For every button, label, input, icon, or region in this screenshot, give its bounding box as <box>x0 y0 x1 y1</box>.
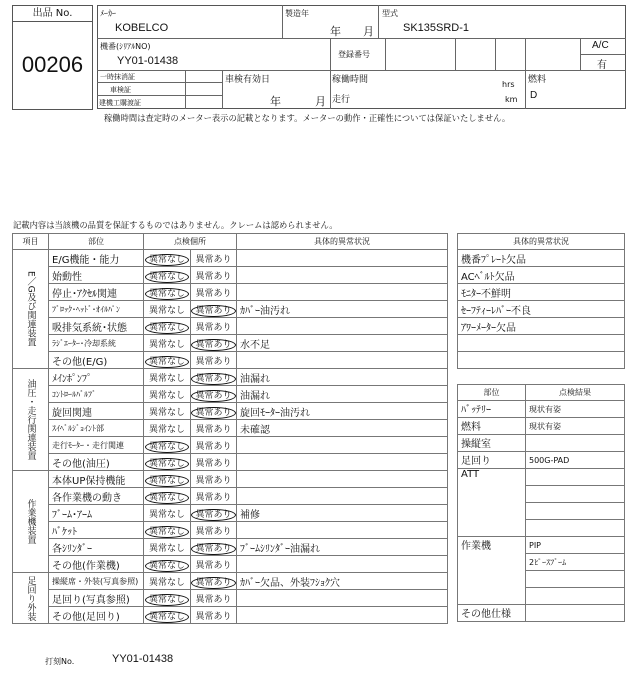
result-value <box>526 605 625 622</box>
option-present[interactable] <box>191 590 237 607</box>
category-label: 足回り外装 <box>13 573 49 624</box>
result-value <box>526 486 625 503</box>
temp-cancel-label: 一時抹消証 <box>100 73 135 81</box>
detail-text: ﾌﾞｰﾑｼﾘﾝﾀﾞｰ油漏れ <box>237 539 448 556</box>
part-name: 各作業機の動き <box>49 488 144 505</box>
selected-option-label: 異常なし <box>145 611 189 623</box>
detail-text <box>237 488 448 505</box>
issue-row <box>458 335 625 352</box>
category-label: 油圧・走行関連装置 <box>13 369 49 471</box>
year-label: 製造年 <box>285 9 309 18</box>
detail-text <box>237 522 448 539</box>
result-value <box>526 571 625 588</box>
option-label: 異常あり <box>195 492 232 503</box>
detail-text: ｶﾊﾞｰ欠品、外装ﾌｼｮｸ穴 <box>237 573 448 590</box>
table-row <box>13 522 448 539</box>
option-present[interactable] <box>191 369 237 386</box>
result-row <box>458 605 625 622</box>
option-label: 異常なし <box>148 373 185 384</box>
table-row <box>13 318 448 335</box>
part-name: 旋回関連 <box>49 403 144 420</box>
option-label: 異常あり <box>195 560 232 571</box>
result-header-part: 部位 <box>458 385 526 401</box>
selected-option-label: 異常あり <box>191 577 235 589</box>
part-name: 操縦席・外装(写真参照) <box>49 573 144 590</box>
detail-text: 補修 <box>237 505 448 522</box>
part-name: その他(E/G) <box>49 352 144 369</box>
detail-text: ｶﾊﾞｰ油汚れ <box>237 301 448 318</box>
table-row <box>13 352 448 369</box>
result-part: 操縦室 <box>458 435 526 452</box>
hours-note: 稼働時間は査定時のメーター表示の記載となります。メーターの動作・正確性については保証いたしません。 <box>104 113 511 123</box>
table-row <box>13 284 448 301</box>
option-present[interactable] <box>191 488 237 505</box>
option-present[interactable] <box>191 454 237 471</box>
option-present[interactable] <box>191 573 237 590</box>
part-name: その他(油圧) <box>49 454 144 471</box>
option-label: 異常あり <box>195 526 232 537</box>
table-row <box>13 590 448 607</box>
option-none[interactable] <box>144 420 191 437</box>
option-none[interactable] <box>144 437 191 454</box>
detail-text: 旋回ﾓｰﾀｰ油汚れ <box>237 403 448 420</box>
detail-text <box>237 284 448 301</box>
selected-option-label: 異常なし <box>145 322 189 334</box>
option-present[interactable] <box>191 318 237 335</box>
part-name: ﾌﾞﾛｯｸ･ﾍｯﾄﾞ･ｵｲﾙﾊﾟﾝ <box>49 301 144 318</box>
part-name: 各ｼﾘﾝﾀﾞｰ <box>49 539 144 556</box>
part-name: 足回り(写真参照) <box>49 590 144 607</box>
issue-row <box>458 267 625 284</box>
issue-item <box>458 352 625 369</box>
option-none[interactable] <box>144 318 191 335</box>
detail-text <box>237 437 448 454</box>
result-value: 現状有姿 <box>526 401 625 418</box>
option-none[interactable] <box>144 335 191 352</box>
detail-text <box>237 267 448 284</box>
selected-option-label: 異常なし <box>145 492 189 504</box>
result-value: 現状有姿 <box>526 418 625 435</box>
detail-text <box>237 556 448 573</box>
option-present[interactable] <box>191 301 237 318</box>
fuel-value: D <box>530 90 538 101</box>
part-name: 本体UP保持機能 <box>49 471 144 488</box>
option-label: 異常あり <box>195 254 232 265</box>
part-name: ﾊﾞｹｯﾄ <box>49 522 144 539</box>
result-row <box>458 401 625 418</box>
option-none[interactable] <box>144 573 191 590</box>
inspection-year-unit: 年 <box>270 96 281 108</box>
inspection-cert-label: 車検証 <box>110 86 131 94</box>
table-row <box>13 437 448 454</box>
selected-option-label: 異常なし <box>145 288 189 300</box>
part-name: ﾒｲﾝﾎﾟﾝﾌﾟ <box>49 369 144 386</box>
option-none[interactable] <box>144 471 191 488</box>
selected-option-label: 異常あり <box>191 543 235 555</box>
table-row <box>13 335 448 352</box>
header-part: 部位 <box>49 234 144 250</box>
detail-text: 水不足 <box>237 335 448 352</box>
result-part: 燃料 <box>458 418 526 435</box>
selected-option-label: 異常なし <box>145 254 189 266</box>
option-present[interactable] <box>191 522 237 539</box>
issues-table <box>457 233 625 369</box>
option-none[interactable] <box>144 267 191 284</box>
result-value: 500G-PAD <box>526 452 625 469</box>
part-name: ﾌﾞｰﾑ･ｱｰﾑ <box>49 505 144 522</box>
detail-text <box>237 590 448 607</box>
serial-label: 機番(ｼﾘｱﾙNO) <box>100 42 151 51</box>
result-row <box>458 537 625 554</box>
issue-row <box>458 250 625 267</box>
result-value <box>526 435 625 452</box>
table-row <box>13 556 448 573</box>
detail-text <box>237 318 448 335</box>
option-label: 異常あり <box>195 611 232 622</box>
model-label: 型式 <box>382 9 398 18</box>
selected-option-label: 異常なし <box>145 356 189 368</box>
result-header-result: 点検結果 <box>526 385 625 401</box>
option-label: 異常なし <box>148 577 185 588</box>
hours-unit: hrs <box>502 80 515 89</box>
inspection-month-unit: 月 <box>315 96 326 108</box>
result-value <box>526 520 625 537</box>
detail-text <box>237 250 448 267</box>
ac-label: A/C <box>592 40 609 51</box>
table-row <box>13 505 448 522</box>
option-none[interactable] <box>144 505 191 522</box>
result-part: ﾊﾞｯﾃﾘｰ <box>458 401 526 418</box>
option-label: 異常あり <box>195 271 232 282</box>
part-name: E/G機能・能力 <box>49 250 144 267</box>
selected-option-label: 異常あり <box>191 305 235 317</box>
result-row <box>458 469 625 486</box>
option-none[interactable] <box>144 556 191 573</box>
option-label: 異常あり <box>195 356 232 367</box>
result-value <box>526 503 625 520</box>
detail-text <box>237 471 448 488</box>
selected-option-label: 異常なし <box>145 458 189 470</box>
selected-option-label: 異常なし <box>145 526 189 538</box>
detail-text: 未確認 <box>237 420 448 437</box>
option-none[interactable] <box>144 369 191 386</box>
detail-text <box>237 352 448 369</box>
issue-row <box>458 284 625 301</box>
selected-option-label: 異常なし <box>145 271 189 283</box>
maker-label: ﾒｰｶｰ <box>100 9 116 18</box>
result-value: PIP <box>526 537 625 554</box>
option-present[interactable] <box>191 556 237 573</box>
option-label: 異常あり <box>195 424 232 435</box>
selected-option-label: 異常なし <box>145 475 189 487</box>
selected-option-label: 異常あり <box>191 339 235 351</box>
result-table <box>457 384 625 622</box>
model-value: SK135SRD-1 <box>403 22 470 34</box>
option-present[interactable] <box>191 267 237 284</box>
selected-option-label: 異常あり <box>191 373 235 385</box>
table-row <box>13 267 448 284</box>
table-row <box>13 573 448 590</box>
detail-text <box>237 607 448 624</box>
listing-no: 00206 <box>21 52 84 77</box>
option-label: 異常なし <box>148 509 185 520</box>
option-present[interactable] <box>191 539 237 556</box>
year-unit: 年 <box>330 26 341 38</box>
issue-row <box>458 318 625 335</box>
fuel-label: 燃料 <box>528 75 547 85</box>
option-present[interactable] <box>191 284 237 301</box>
selected-option-label: 異常あり <box>191 509 235 521</box>
option-label: 異常あり <box>195 288 232 299</box>
option-present[interactable] <box>191 471 237 488</box>
travel-unit: km <box>505 95 518 104</box>
issues-header: 具体的異常状況 <box>458 234 625 250</box>
option-label: 異常あり <box>195 322 232 333</box>
part-name: ｺﾝﾄﾛｰﾙﾊﾞﾙﾌﾞ <box>49 386 144 403</box>
registration-label: 登録番号 <box>338 50 370 59</box>
option-none[interactable] <box>144 386 191 403</box>
issue-item: ﾓﾆﾀｰ不鮮明 <box>458 284 625 301</box>
table-row <box>13 369 448 386</box>
month-unit: 月 <box>363 26 374 38</box>
issue-item: 機番ﾌﾟﾚｰﾄ欠品 <box>458 250 625 267</box>
option-none[interactable] <box>144 539 191 556</box>
listing-no-box <box>12 5 93 110</box>
detail-text <box>237 454 448 471</box>
selected-option-label: 異常なし <box>145 560 189 572</box>
issue-item: ｱﾜｰﾒｰﾀｰ欠品 <box>458 318 625 335</box>
category-label: E／G及び関連装置 <box>13 250 49 369</box>
transfer-cert-label: 建機工購渡証 <box>99 99 141 107</box>
listing-no-label: 出品 No. <box>13 6 92 22</box>
issue-item: ACﾍﾞﾙﾄ欠品 <box>458 267 625 284</box>
table-row <box>13 471 448 488</box>
option-none[interactable] <box>144 301 191 318</box>
option-none[interactable] <box>144 352 191 369</box>
option-label: 異常なし <box>148 390 185 401</box>
issue-item <box>458 335 625 352</box>
option-label: 異常なし <box>148 424 185 435</box>
selected-option-label: 異常あり <box>191 407 235 419</box>
table-row <box>13 250 448 267</box>
option-none[interactable] <box>144 590 191 607</box>
issue-row <box>458 352 625 369</box>
part-name: その他(作業機) <box>49 556 144 573</box>
issue-item: ｾｰﾌﾃｨｰﾚﾊﾞｰ不良 <box>458 301 625 318</box>
option-present[interactable] <box>191 386 237 403</box>
part-name: ｽｲﾍﾞﾙｼﾞｮｲﾝﾄ部 <box>49 420 144 437</box>
travel-label: 走行 <box>332 95 351 105</box>
selected-option-label: 異常なし <box>145 594 189 606</box>
result-row <box>458 452 625 469</box>
table-row <box>13 403 448 420</box>
part-name: 走行ﾓｰﾀｰ・走行関連 <box>49 437 144 454</box>
part-name: 吸排気系統･状態 <box>49 318 144 335</box>
result-part: 作業機 <box>458 537 526 605</box>
header-detail: 具体的異常状況 <box>237 234 448 250</box>
selected-option-label: 異常あり <box>191 390 235 402</box>
serial-value: YY01-01438 <box>117 55 179 67</box>
option-label: 異常あり <box>195 475 232 486</box>
result-row <box>458 435 625 452</box>
option-present[interactable] <box>191 352 237 369</box>
result-part: 足回り <box>458 452 526 469</box>
option-none[interactable] <box>144 607 191 624</box>
table-row <box>13 301 448 318</box>
inspection-table <box>12 233 448 624</box>
result-value <box>526 469 625 486</box>
option-present[interactable] <box>191 437 237 454</box>
result-value <box>526 588 625 605</box>
header-category: 項目 <box>13 234 49 250</box>
result-part: ATT <box>458 469 526 537</box>
table-row <box>13 539 448 556</box>
ac-value: 有 <box>597 60 607 71</box>
option-present[interactable] <box>191 420 237 437</box>
stamp-value: YY01-01438 <box>112 653 174 665</box>
option-label: 異常あり <box>195 594 232 605</box>
table-row <box>13 454 448 471</box>
option-present[interactable] <box>191 607 237 624</box>
option-present[interactable] <box>191 505 237 522</box>
option-none[interactable] <box>144 284 191 301</box>
option-none[interactable] <box>144 522 191 539</box>
option-label: 異常なし <box>148 305 185 316</box>
header-check: 点検個所 <box>144 234 237 250</box>
hours-label: 稼働時間 <box>332 75 369 85</box>
result-row <box>458 418 625 435</box>
option-none[interactable] <box>144 403 191 420</box>
part-name: その他(足回り) <box>49 607 144 624</box>
part-name: 停止･ｱｸｾﾙ関連 <box>49 284 144 301</box>
option-none[interactable] <box>144 454 191 471</box>
category-label: 作業機装置 <box>13 471 49 573</box>
option-none[interactable] <box>144 488 191 505</box>
part-name: ﾗｼﾞｴｰﾀｰ･冷却系統 <box>49 335 144 352</box>
part-name: 始動性 <box>49 267 144 284</box>
option-present[interactable] <box>191 403 237 420</box>
result-part: その他仕様 <box>458 605 526 622</box>
option-label: 異常なし <box>148 339 185 350</box>
option-label: 異常なし <box>148 543 185 554</box>
option-present[interactable] <box>191 250 237 267</box>
table-row <box>13 386 448 403</box>
selected-option-label: 異常なし <box>145 441 189 453</box>
option-label: 異常あり <box>195 458 232 469</box>
disclaimer: 記載内容は当該機の品質を保証するものではありません。クレームは認められません。 <box>13 220 338 230</box>
issue-row <box>458 301 625 318</box>
table-row <box>13 488 448 505</box>
option-none[interactable] <box>144 250 191 267</box>
detail-text: 油漏れ <box>237 386 448 403</box>
detail-text: 油漏れ <box>237 369 448 386</box>
result-value: 2ﾋﾟｰｽﾌﾞｰﾑ <box>526 554 625 571</box>
inspection-date-label: 車検有効日 <box>225 75 271 85</box>
table-row <box>13 607 448 624</box>
maker-value: KOBELCO <box>115 22 169 34</box>
option-label: 異常あり <box>195 441 232 452</box>
table-row <box>13 420 448 437</box>
option-present[interactable] <box>191 335 237 352</box>
option-label: 異常なし <box>148 407 185 418</box>
stamp-label: 打刻No. <box>45 657 75 666</box>
